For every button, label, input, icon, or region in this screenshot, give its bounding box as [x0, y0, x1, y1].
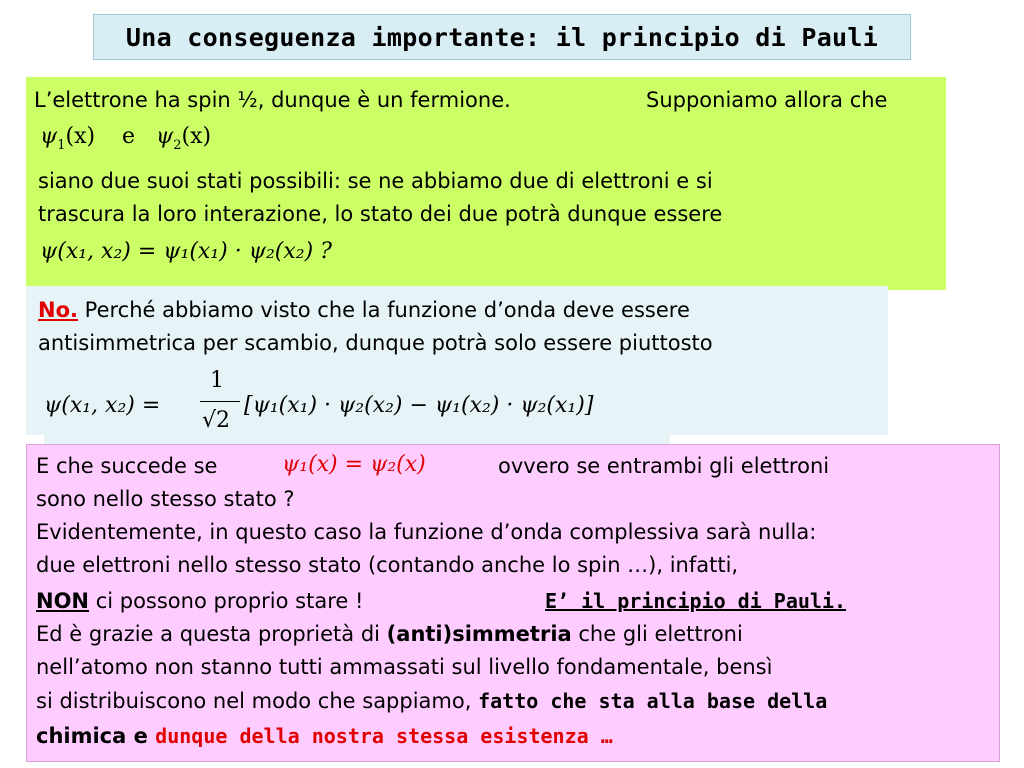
psi1-formula: $\psi_1(x)$: [40, 124, 96, 153]
antisym-eq-left: ψ(x₁, x₂) =: [44, 393, 161, 418]
green-line-2: siano due suoi stati possibili: se ne abbiamo due di elettroni e si: [38, 169, 713, 193]
blue-box-tab: [44, 432, 670, 444]
antisym-eq-right: [ψ₁(x₁) · ψ₂(x₂) − ψ₁(x₂) · ψ₂(x₁)]: [244, 393, 594, 418]
non-emphasis: NON: [36, 589, 90, 613]
pink-line-8: si distribuiscono nel modo che sappiamo, fatto che sta alla base della: [36, 689, 828, 713]
slide-title-text: Una conseguenza importante: il principio di Pauli: [125, 22, 879, 52]
green-line-1a: L’elettrone ha spin ½, dunque è un fermione.: [34, 88, 511, 112]
green-line-3: trascura la loro interazione, lo stato dei due potrà dunque essere: [38, 202, 723, 226]
pink-line-6: Ed è grazie a questa proprietà di (anti)simmetria che gli elettroni: [36, 622, 743, 646]
pink-line-2: sono nello stesso stato ?: [36, 487, 295, 511]
slide-title: [93, 14, 911, 60]
green-line-1b: Supponiamo allora che: [646, 88, 888, 112]
conjunction-e: e: [122, 124, 136, 149]
fraction-numerator: 1: [210, 368, 224, 393]
blue-line-1: No. Perché abbiamo visto che la funzione d’onda deve essere: [38, 298, 690, 322]
product-state-equation: ψ(x₁, x₂) = ψ₁(x₁) · ψ₂(x₂) ?: [40, 239, 332, 264]
psi2-formula: $\psi_2(x)$: [156, 124, 212, 153]
pink-line-7: nell’atomo non stanno tutti ammassati sul livello fondamentale, bensì: [36, 655, 773, 679]
blue-line-2: antisimmetrica per scambio, dunque potrà solo essere piuttosto: [38, 331, 713, 355]
no-label: No.: [38, 298, 78, 322]
pink-line-1a: E che succede se: [36, 454, 218, 478]
pink-line-5: NON ci possono proprio stare !: [36, 589, 364, 613]
fraction-bar: [200, 401, 240, 402]
fraction-denominator: √2: [202, 408, 231, 433]
pink-line-4: due elettroni nello stesso stato (contando anche lo spin …), infatti,: [36, 553, 739, 577]
pink-line-3: Evidentemente, in questo caso la funzione d’onda complessiva sarà nulla:: [36, 520, 817, 544]
pauli-principle-label: E’ il principio di Pauli.: [545, 589, 847, 613]
pink-line-9: chimica e dunque della nostra stessa esistenza …: [36, 724, 613, 748]
pink-line-1b: ovvero se entrambi gli elettroni: [498, 454, 830, 478]
equal-states-formula: ψ₁(x) = ψ₂(x): [282, 452, 426, 477]
